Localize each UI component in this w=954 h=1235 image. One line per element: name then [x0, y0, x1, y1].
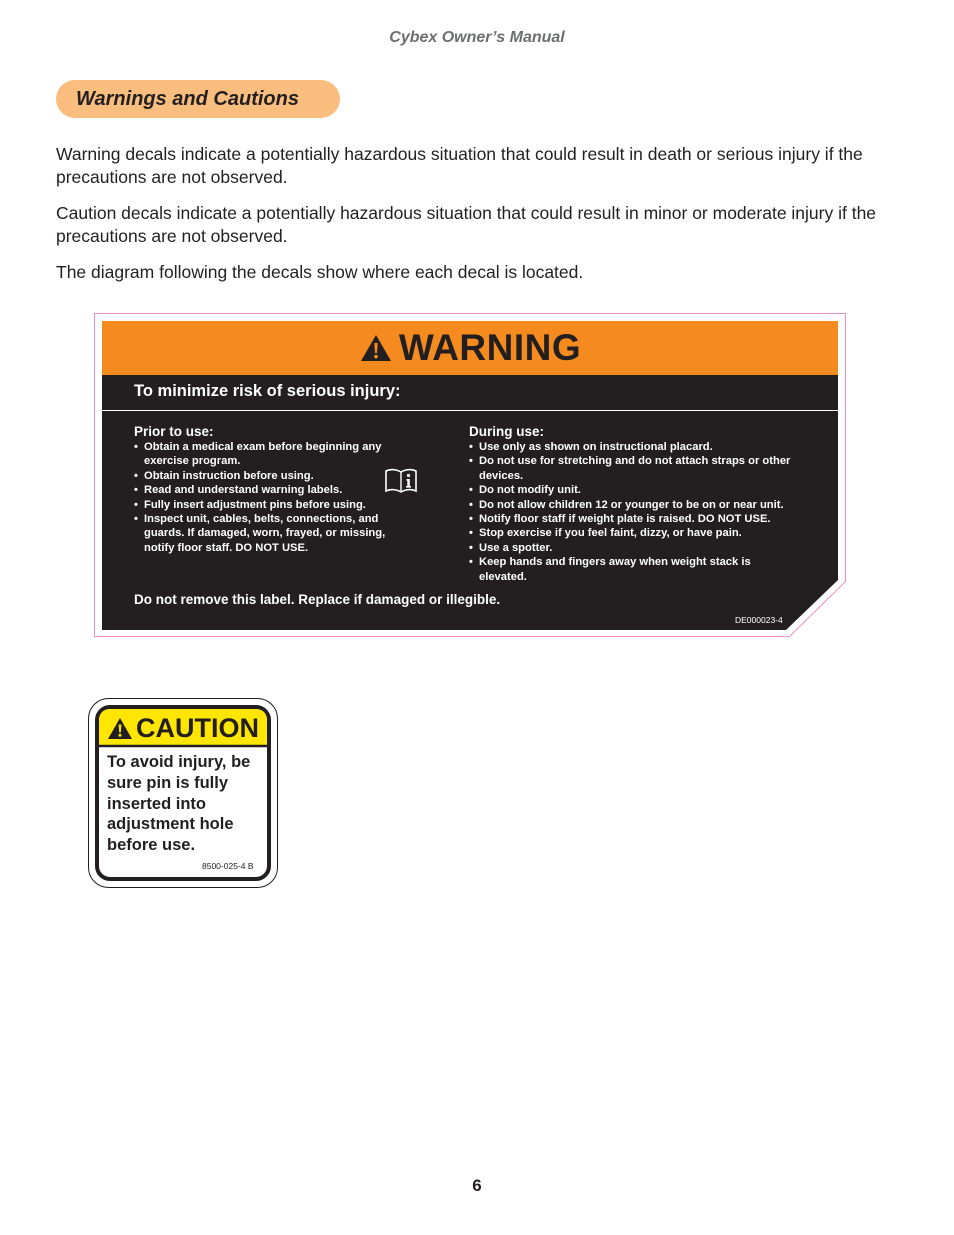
diagram-note-paragraph: The diagram following the decals show where each decal is located.	[56, 262, 584, 282]
warning-subheading: To minimize risk of serious injury:	[134, 382, 401, 400]
prior-to-use-column	[134, 424, 424, 555]
during-use-heading: During use:	[469, 424, 545, 439]
page-number: 6	[472, 1176, 482, 1195]
list-item: • Do not modify unit.	[469, 483, 819, 497]
prior-to-use-heading: Prior to use:	[134, 424, 214, 439]
caution-decal	[88, 698, 278, 888]
warning-divider	[102, 410, 838, 411]
warning-headline	[102, 321, 838, 375]
warning-triangle-icon	[107, 717, 133, 740]
instruction-book-icon	[384, 468, 418, 494]
warning-title: WARNING	[398, 327, 582, 368]
caution-headline	[99, 710, 267, 746]
list-item: • Do not use for stretching and do not attach straps or other devices.	[469, 454, 799, 483]
list-item: • Notify floor staff if weight plate is raised. DO NOT USE.	[469, 512, 819, 526]
warning-decal	[94, 313, 846, 637]
warning-footer-note: Do not remove this label. Replace if damaged or illegible.	[134, 592, 501, 607]
warning-decal-code: DE000023-4	[735, 615, 783, 625]
caution-title: CAUTION	[136, 713, 259, 743]
list-item: • Stop exercise if you feel faint, dizzy, or have pain.	[469, 526, 819, 540]
section-title: Warnings and Cautions	[56, 80, 340, 118]
caution-definition-paragraph: Caution decals indicate a potentially hazardous situation that could result in minor or moderate injury if the precautions are not observed.	[56, 203, 877, 246]
caution-message: To avoid injury, be sure pin is fully inserted into adjustment hole before use.	[107, 753, 251, 855]
list-item: • Obtain a medical exam before beginning any exercise program.	[134, 440, 406, 469]
list-item: • Read and understand warning labels.	[134, 483, 424, 497]
warning-definition-paragraph: Warning decals indicate a potentially hazardous situation that could result in death or serious injury if the precautions are not observed.	[56, 144, 863, 187]
list-item: • Obtain instruction before using.	[134, 469, 424, 483]
list-item: • Use a spotter.	[469, 541, 819, 555]
during-use-list	[469, 440, 819, 584]
list-item: • Do not allow children 12 or younger to be on or near unit.	[469, 498, 819, 512]
prior-to-use-list	[134, 440, 424, 555]
caution-decal-code: 8500-025-4 B	[202, 861, 254, 871]
warning-triangle-icon	[359, 333, 393, 363]
list-item: • Use only as shown on instructional placard.	[469, 440, 819, 454]
list-item: • Inspect unit, cables, belts, connections, and guards. If damaged, worn, frayed, or missing, notify floor staff. DO NOT USE.	[134, 512, 414, 555]
running-header: Cybex Owner’s Manual	[389, 29, 565, 46]
list-item: • Keep hands and fingers away when weight stack is elevated.	[469, 555, 784, 584]
list-item: • Fully insert adjustment pins before using.	[134, 498, 424, 512]
during-use-column	[469, 424, 819, 584]
